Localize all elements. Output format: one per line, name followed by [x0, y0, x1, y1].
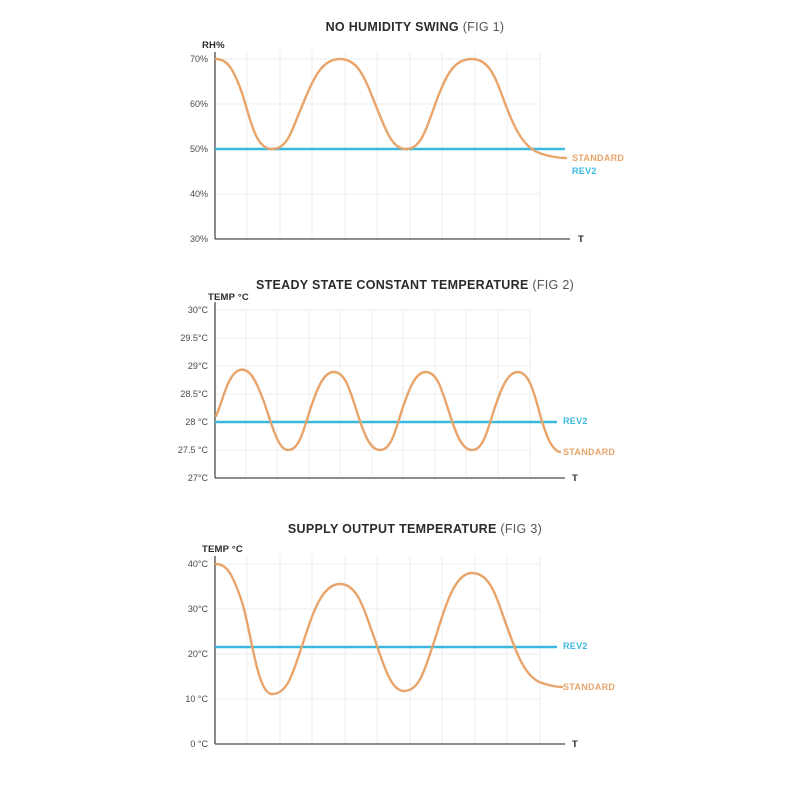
figure-3-legend-standard: STANDARD [563, 682, 616, 692]
figure-supply-output-temperature [0, 522, 800, 782]
figure-2-gridlines [215, 310, 530, 478]
figure-1-legend-standard: STANDARD [572, 153, 625, 163]
figure-3-tick-10: 10 °C [185, 694, 208, 704]
figure-steady-state-constant-temperature [0, 278, 800, 528]
figure-3-standard-curve [216, 564, 562, 694]
figure-1-y-axis-label: RH% [202, 40, 225, 51]
figure-1-x-axis-label: T [578, 234, 584, 245]
figure-3-tick-20: 20°C [187, 649, 208, 659]
figure-3-tick-0: 0 °C [190, 739, 208, 749]
figure-3-title [0, 522, 800, 536]
figure-2-tick-28: 28 °C [185, 417, 208, 427]
figure-3-tick-30: 30°C [187, 604, 208, 614]
figure-2-plot [0, 292, 800, 497]
figure-2-tick-27-5: 27.5 °C [177, 445, 208, 455]
figure-2-title [0, 278, 800, 292]
figure-3-plot [0, 536, 800, 751]
figure-1-tick-40: 40% [189, 189, 208, 199]
figure-2-y-axis-label: TEMP °C [208, 292, 249, 303]
figure-3-title-text: SUPPLY OUTPUT TEMPERATURE [287, 522, 497, 536]
figure-1-svg [0, 34, 800, 244]
figure-2-legend-standard: STANDARD [563, 447, 616, 457]
figure-1-legend-rev2: REV2 [572, 166, 597, 176]
figure-1-title [0, 20, 800, 34]
figure-1-tick-50: 50% [189, 144, 208, 154]
figure-2-tick-28-5: 28.5°C [180, 389, 208, 399]
figure-3-y-axis-label: TEMP °C [202, 544, 243, 555]
figure-2-svg [0, 292, 800, 497]
figure-2-tick-27: 27°C [187, 473, 208, 483]
figure-2-x-axis-label: T [572, 473, 578, 484]
figure-1-tick-30: 30% [189, 234, 208, 244]
figure-2-tick-30: 30°C [187, 305, 208, 315]
figure-2-number: (FIG 2) [532, 278, 575, 292]
figure-1-tick-60: 60% [189, 99, 208, 109]
figure-3-x-axis-label: T [572, 739, 578, 750]
figure-1-number: (FIG 1) [462, 20, 505, 34]
figure-1-plot [0, 34, 800, 244]
figure-1-standard-curve [216, 59, 566, 158]
figure-no-humidity-swing [0, 20, 800, 270]
figure-2-legend-rev2: REV2 [563, 416, 588, 426]
figure-2-title-text: STEADY STATE CONSTANT TEMPERATURE [255, 278, 529, 292]
figure-3-legend-rev2: REV2 [563, 641, 588, 651]
figure-3-number: (FIG 3) [500, 522, 543, 536]
figure-1-title-text: NO HUMIDITY SWING [325, 20, 459, 34]
figure-2-standard-curve [216, 370, 560, 452]
figure-3-svg [0, 536, 800, 751]
figure-2-tick-29: 29°C [187, 361, 208, 371]
figure-1-tick-70: 70% [189, 54, 208, 64]
figure-2-tick-29-5: 29.5°C [180, 333, 208, 343]
figure-3-tick-40: 40°C [187, 559, 208, 569]
